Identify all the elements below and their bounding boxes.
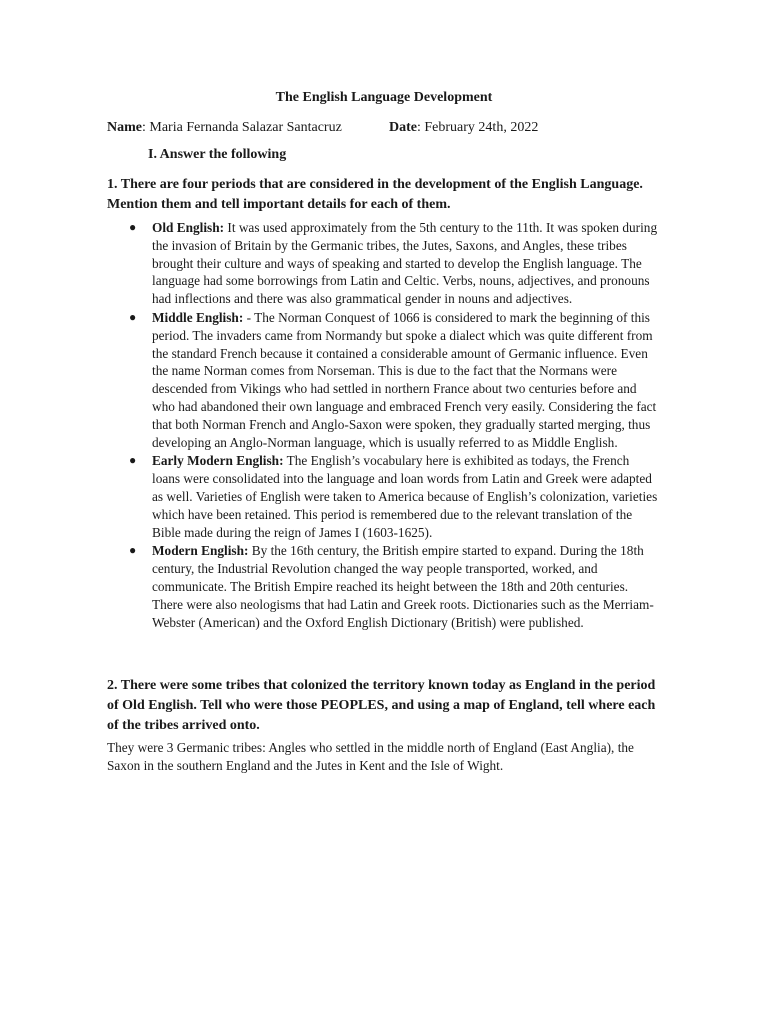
name-value: : Maria Fernanda Salazar Santacruz bbox=[142, 120, 342, 135]
period-term: Modern English: bbox=[152, 543, 249, 559]
list-item bbox=[129, 452, 660, 541]
period-term: Early Modern English: bbox=[152, 453, 284, 469]
instruction-heading: I. Answer the following bbox=[148, 147, 287, 162]
date-value: : February 24th, 2022 bbox=[417, 120, 539, 135]
bullet-icon: ● bbox=[129, 453, 137, 468]
bullet-icon: ● bbox=[129, 543, 137, 558]
period-text: - The Norman Conquest of 1066 is considered to mark the beginning of this period. The invaders came from Normandy but spoke a dialect which was quite different from the standard French because it contained a considerable amount of Germanic influence. Even the name Norman comes from Norseman. This is due to the fact that the Normans were descended from Vikings who had settled in northern France about two centuries before and who had abandoned their own language and embraced French very easily. Considering the fact that both Norman French and Anglo-Saxon were spoken, they gradually started merging, thus developing an Anglo-Norman language, which is usually referred to as Middle English. bbox=[152, 309, 657, 450]
answer-2: They were 3 Germanic tribes: Angles who settled in the middle north of England (East Anglia), the Saxon in the southern England and the Jutes in Kent and the Isle of Wight. bbox=[107, 740, 634, 773]
date-field bbox=[389, 120, 538, 136]
name-label: Name bbox=[107, 120, 142, 135]
bullet-icon: ● bbox=[129, 220, 137, 234]
question-1: 1. There are four periods that are considered in the development of the English Language. Mention them and tell important details for each of them. bbox=[107, 177, 643, 212]
period-text: The English’s vocabulary here is exhibited as todays, the French loans were consolidated into the language and loan words from Latin and Greek were adapted as well. Varieties of English were taken to America because of English’s colonization, varieties which have been retained. This period is remembered due to the relevant translation of the Bible made during the reign of James I (1603-1625). bbox=[152, 453, 658, 540]
name-field bbox=[107, 120, 342, 136]
bullet-icon: ● bbox=[129, 309, 137, 324]
list-item bbox=[129, 219, 660, 308]
period-text: It was used approximately from the 5th century to the 11th. It was spoken during the invasion of Britain by the Germanic tribes, the Jutes, Saxons, and Angles, these tribes brought their culture and ways of speaking and started to develop the English language. The language had some borrowings from Latin and Celtic. Verbs, nouns, adjectives, and pronouns had inflections and there was also grammatical gender in nouns and adjectives. bbox=[152, 220, 658, 307]
page-title: The English Language Development bbox=[275, 90, 493, 105]
period-term: Middle English: bbox=[152, 309, 244, 325]
period-term: Old English: bbox=[152, 220, 225, 235]
list-item bbox=[129, 309, 660, 451]
question-2: 2. There were some tribes that colonized the territory known today as England in the period of Old English. Tell who were those PEOPLES, and using a map of England, tell where each of the tribes arrived onto. bbox=[107, 678, 656, 733]
list-item bbox=[129, 542, 660, 631]
periods-list bbox=[129, 219, 660, 632]
period-text: By the 16th century, the British empire started to expand. During the 18th century, the Industrial Revolution changed the way people transported, worked, and communicate. The British Empire reached its height between the 18th and 20th centuries. There were also neologisms that had Latin and Greek roots. Dictionaries such as the Merriam-Webster (American) and the Oxford English Dictionary (British) were published. bbox=[152, 543, 654, 630]
date-label: Date bbox=[389, 120, 417, 135]
